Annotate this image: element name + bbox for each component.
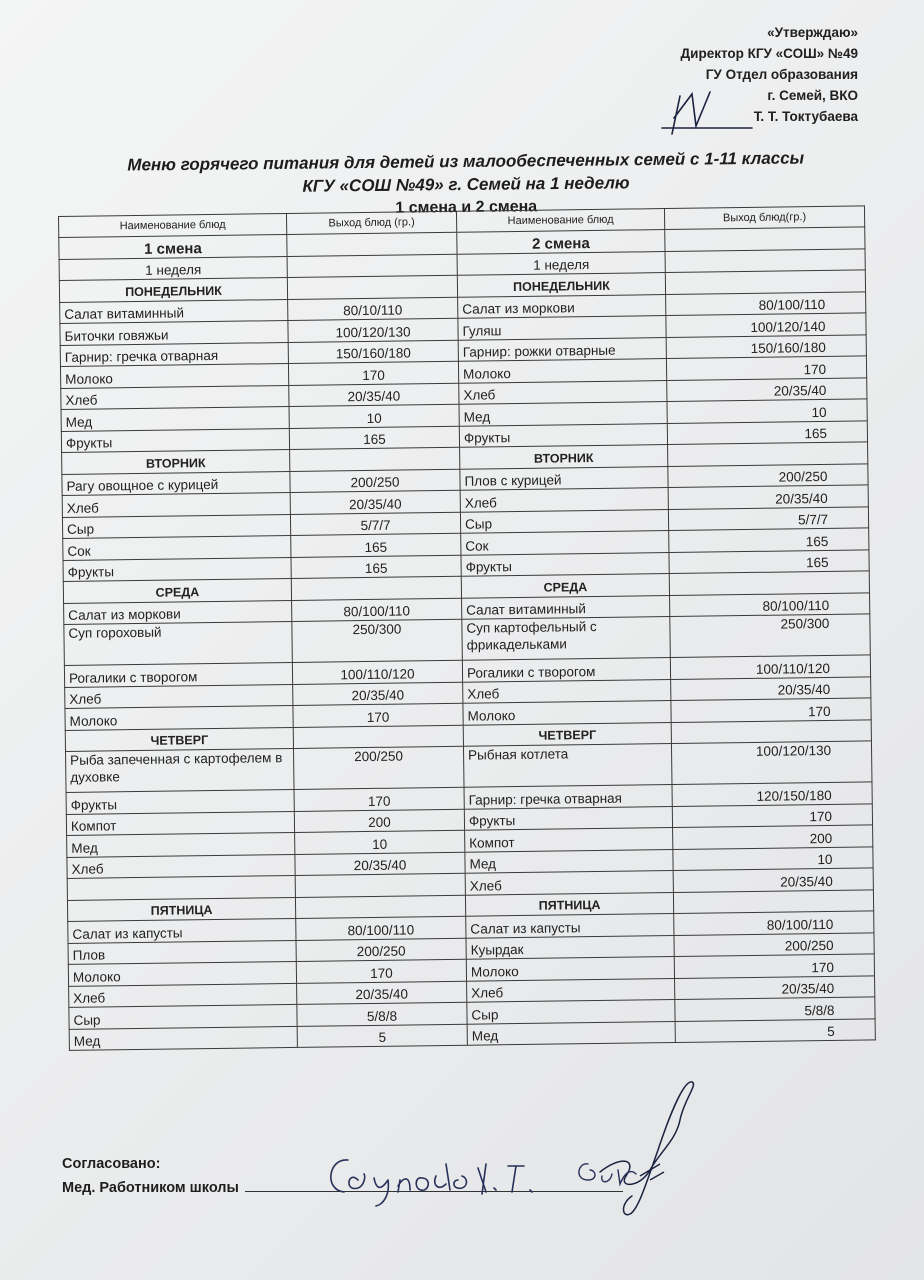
dish-name-right: Фрукты — [461, 552, 669, 576]
dish-yield-left: 100/120/130 — [288, 318, 458, 342]
dish-name-left: Сок — [63, 535, 291, 559]
empty-cell — [291, 576, 461, 600]
dish-yield-left: 20/35/40 — [293, 682, 463, 706]
dish-name-left: Рыба запеченная с картофелем в духовке — [66, 748, 295, 792]
dish-name-right: Рыбная котлета — [463, 744, 672, 788]
dish-yield-right: 150/160/180 — [666, 334, 866, 358]
dish-name-left: Хлеб — [61, 385, 289, 409]
dish-yield-right: 5 — [675, 1018, 875, 1042]
dish-yield-right: 80/100/110 — [666, 291, 866, 315]
dish-name-left: Мед — [69, 1026, 297, 1050]
dish-yield-right: 5/7/7 — [668, 506, 868, 530]
dish-yield-left: 170 — [294, 787, 464, 811]
dish-yield-right: 170 — [666, 356, 866, 380]
dish-yield-right: 170 — [671, 698, 871, 722]
dish-yield-right: 120/150/180 — [672, 782, 872, 806]
empty-cell — [671, 719, 871, 743]
dish-yield-right: 10 — [673, 846, 873, 870]
empty-cell — [293, 725, 463, 749]
dish-name-right: Салат из моркови — [458, 294, 666, 318]
dish-name-left: Рогалики с творогом — [64, 662, 292, 686]
dish-name-left: Хлеб — [65, 684, 293, 708]
dish-name-right: Плов с курицей — [460, 466, 668, 490]
dish-name-right: Фрукты — [459, 423, 667, 447]
dish-name-left: Молоко — [60, 363, 288, 387]
dish-yield-left: 20/35/40 — [297, 981, 467, 1005]
dish-name-right: Хлеб — [459, 380, 667, 404]
dish-name-left: Сыр — [62, 514, 290, 538]
title-line-2: КГУ «СОШ №49» г. Семей на 1 неделю — [302, 173, 630, 196]
day-label-left: ПЯТНИЦА — [67, 897, 295, 921]
dish-name-left: Салат витаминный — [60, 299, 288, 323]
dish-name-left: Биточки говяжьи — [60, 320, 288, 344]
dish-name-right: Рогалики с творогом — [462, 658, 670, 682]
dish-yield-left: 10 — [295, 830, 465, 854]
dish-yield-left: 20/35/40 — [289, 383, 459, 407]
dish-yield-left: 5/7/7 — [290, 512, 460, 536]
dish-name-left: Плов — [68, 940, 296, 964]
dish-yield-right: 200 — [673, 825, 873, 849]
dish-name-left: Салат из моркови — [64, 600, 292, 624]
menu-table-body — [59, 227, 876, 1050]
dish-name-right: Сок — [461, 531, 669, 555]
dish-yield-left: 20/35/40 — [290, 490, 460, 514]
dish-name-right: Мед — [465, 849, 673, 873]
day-label-left: ЧЕТВЕРГ — [65, 727, 293, 751]
dish-yield-right: 100/110/120 — [670, 655, 870, 679]
empty-cell — [287, 254, 457, 278]
title-line-3: 1 смена и 2 смена — [395, 198, 538, 217]
dish-yield-left: 170 — [296, 959, 466, 983]
approval-city: г. Семей, ВКО — [767, 88, 858, 103]
empty-cell — [295, 895, 465, 919]
dish-yield-left: 5/8/8 — [297, 1002, 467, 1026]
week-left: 1 неделя — [59, 256, 287, 280]
empty-cell — [290, 447, 460, 471]
dish-name-left: Мед — [67, 832, 295, 856]
dish-yield-right: 100/120/140 — [666, 313, 866, 337]
dish-name-left: Компот — [66, 811, 294, 835]
dish-yield-left: 200/250 — [296, 938, 466, 962]
empty-cell — [295, 873, 465, 897]
day-label-left: СРЕДА — [63, 578, 291, 602]
dish-yield-right: 80/100/110 — [670, 592, 870, 616]
dish-name-right: Хлеб — [465, 871, 673, 895]
dish-yield-right: 100/120/130 — [671, 741, 872, 785]
dish-yield-right: 165 — [669, 549, 869, 573]
dish-yield-left: 200/250 — [293, 746, 464, 789]
dish-yield-left: 80/10/110 — [288, 297, 458, 321]
day-label-right: СРЕДА — [461, 574, 669, 598]
empty-cell — [668, 442, 868, 466]
day-label-right: ПОНЕДЕЛЬНИК — [457, 273, 665, 297]
dish-name-right: Сыр — [467, 999, 675, 1023]
dish-name-right: Гарнир: рожки отварные — [458, 337, 666, 361]
dish-yield-left: 170 — [288, 361, 458, 385]
dish-name-right: Сыр — [460, 509, 668, 533]
dish-yield-right: 20/35/40 — [675, 975, 875, 999]
day-label-left: ПОНЕДЕЛЬНИК — [59, 278, 287, 302]
header-dish-name-left: Наименование блюд — [59, 214, 287, 238]
dish-name-right: Молоко — [463, 701, 671, 725]
menu-table-wrapper — [58, 205, 875, 1050]
dish-yield-right: 20/35/40 — [668, 485, 868, 509]
approval-director: Директор КГУ «СОШ» №49 — [680, 46, 858, 61]
dish-yield-left: 10 — [289, 404, 459, 428]
day-label-left: ВТОРНИК — [62, 449, 290, 473]
dish-yield-left: 80/100/110 — [292, 598, 462, 622]
dish-yield-left: 100/110/120 — [292, 660, 462, 684]
dish-name-left: Фрукты — [66, 789, 294, 813]
dish-yield-right: 20/35/40 — [667, 377, 867, 401]
dish-yield-right: 10 — [667, 399, 867, 423]
dish-yield-right: 170 — [672, 803, 872, 827]
dish-yield-right: 165 — [667, 420, 867, 444]
empty-cell — [673, 889, 873, 913]
dish-yield-left: 80/100/110 — [296, 916, 466, 940]
dish-yield-right: 200/250 — [674, 932, 874, 956]
header-yield-right: Выход блюд(гр.) — [664, 206, 864, 230]
empty-cell — [67, 875, 295, 899]
dish-yield-left: 165 — [291, 555, 461, 579]
dish-name-right: Мед — [459, 402, 667, 426]
dish-yield-right: 20/35/40 — [673, 868, 873, 892]
dish-name-right: Хлеб — [463, 679, 671, 703]
dish-name-left: Хлеб — [67, 854, 295, 878]
menu-table — [58, 205, 876, 1050]
dish-name-right: Гарнир: гречка отварная — [464, 785, 672, 809]
dish-name-right: Мед — [467, 1021, 675, 1045]
med-worker-signature — [318, 1140, 678, 1220]
dish-name-left: Фрукты — [63, 557, 291, 581]
day-label-right: ПЯТНИЦА — [465, 892, 673, 916]
empty-cell — [665, 248, 865, 272]
dish-yield-left: 5 — [297, 1024, 467, 1048]
director-signature — [652, 88, 762, 138]
dish-name-left: Рагу овощное с курицей — [62, 471, 290, 495]
week-right: 1 неделя — [457, 251, 665, 275]
empty-cell — [669, 571, 869, 595]
dish-name-left: Мед — [61, 406, 289, 430]
dish-name-left: Молоко — [65, 705, 293, 729]
dish-yield-right: 165 — [669, 528, 869, 552]
dish-name-left: Салат из капусты — [68, 918, 296, 942]
empty-cell — [665, 270, 865, 294]
dish-name-right: Куырдак — [466, 935, 674, 959]
shift-right: 2 смена — [457, 230, 665, 254]
dish-name-right: Салат из капусты — [466, 914, 674, 938]
dish-name-left: Сыр — [69, 1004, 297, 1028]
day-label-right: ВТОРНИК — [460, 445, 668, 469]
dish-yield-right: 20/35/40 — [671, 676, 871, 700]
dish-yield-left: 170 — [293, 703, 463, 727]
dish-name-left: Фрукты — [61, 428, 289, 452]
dish-yield-right: 5/8/8 — [675, 997, 875, 1021]
title-line-1: Меню горячего питания для детей из малообеспеченных семей с 1-11 классы — [127, 148, 805, 175]
dish-name-left: Молоко — [68, 961, 296, 985]
dish-name-right: Гуляш — [458, 316, 666, 340]
dish-name-left: Гарнир: гречка отварная — [60, 342, 288, 366]
dish-name-left: Суп гороховый — [64, 621, 293, 665]
dish-name-right: Хлеб — [467, 978, 675, 1002]
dish-name-right: Салат витаминный — [462, 595, 670, 619]
dish-yield-right: 200/250 — [668, 463, 868, 487]
dish-yield-right: 80/100/110 — [674, 911, 874, 935]
approval-heading: «Утверждаю» — [767, 25, 858, 40]
dish-name-right: Компот — [465, 828, 673, 852]
dish-name-right: Молоко — [458, 359, 666, 383]
dish-name-left: Хлеб — [62, 492, 290, 516]
dish-name-left: Хлеб — [69, 983, 297, 1007]
empty-cell — [665, 227, 865, 251]
header-yield-left: Выход блюд (гр.) — [286, 211, 456, 234]
approval-department: ГУ Отдел образования — [705, 67, 858, 82]
dish-yield-left: 165 — [291, 533, 461, 557]
approval-signatory: Т. Т. Токтубаева — [753, 109, 858, 124]
dish-name-right: Суп картофельный с фрикадельками — [462, 617, 671, 661]
dish-yield-left: 250/300 — [292, 619, 463, 662]
dish-yield-left: 200/250 — [290, 469, 460, 493]
footer-agreed: Согласовано: — [62, 1156, 161, 1172]
dish-yield-right: 250/300 — [670, 614, 871, 658]
dish-name-right: Молоко — [466, 956, 674, 980]
header-dish-name-right: Наименование блюд — [456, 209, 664, 233]
dish-name-right: Фрукты — [464, 806, 672, 830]
shift-left: 1 смена — [59, 235, 287, 259]
empty-cell — [287, 232, 457, 256]
dish-yield-left: 200 — [294, 809, 464, 833]
dish-yield-right: 170 — [674, 954, 874, 978]
dish-yield-left: 20/35/40 — [295, 852, 465, 876]
dish-yield-left: 150/160/180 — [288, 340, 458, 364]
dish-yield-left: 165 — [289, 426, 459, 450]
day-label-right: ЧЕТВЕРГ — [463, 722, 671, 746]
empty-cell — [287, 275, 457, 299]
footer-med-worker: Мед. Работником школы — [62, 1180, 239, 1196]
dish-name-right: Хлеб — [460, 488, 668, 512]
